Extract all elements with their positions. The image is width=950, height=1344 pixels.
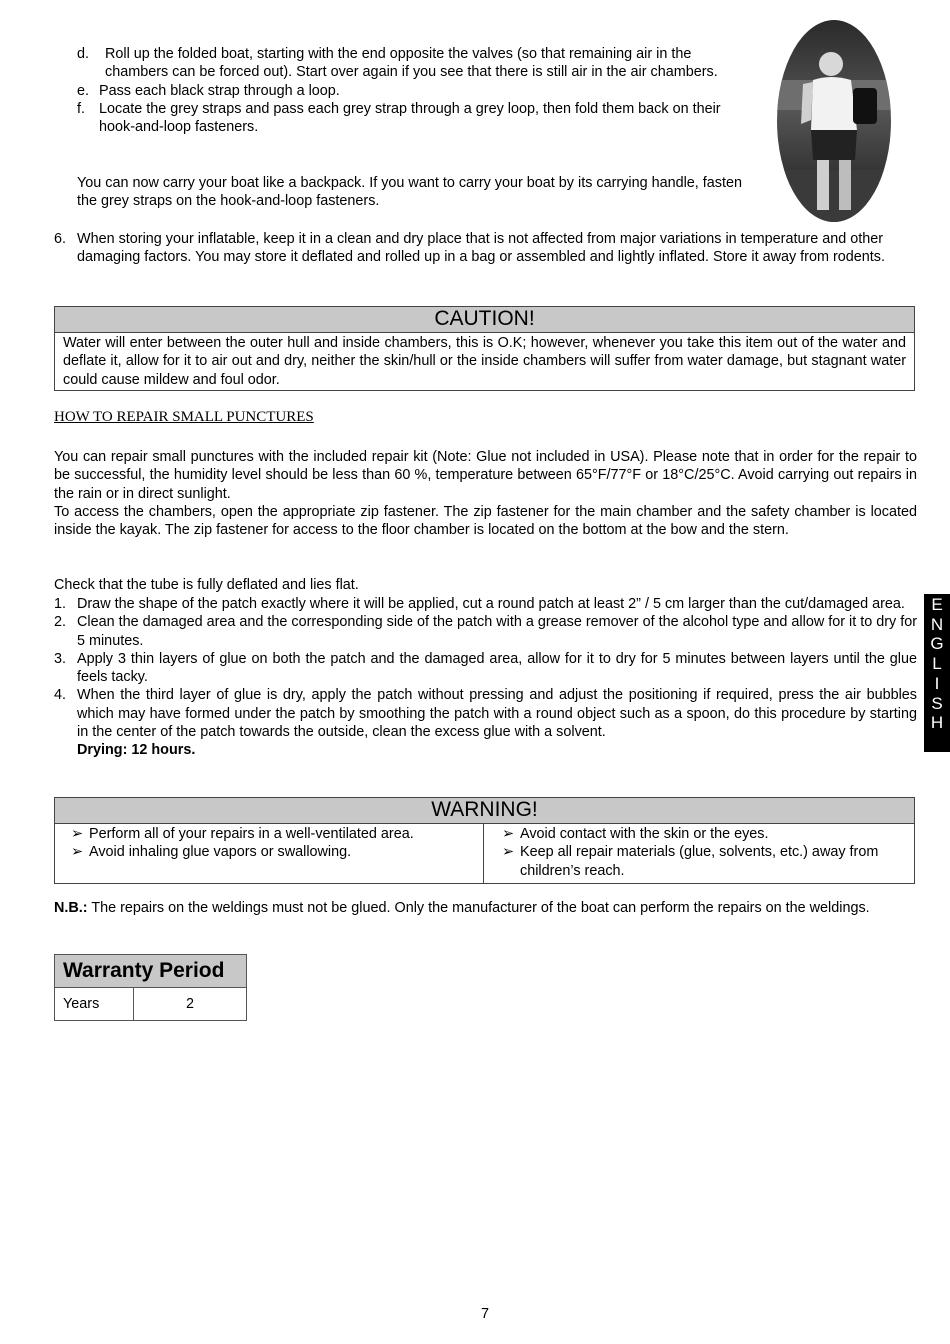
warranty-table — [54, 954, 247, 1021]
arrow-bullet-icon: ➢ — [502, 826, 515, 842]
list-item-text: When storing your inflatable, keep it in a clean and dry place that is not affected from major variations in temperature and other damaging factors. You may store it deflated and rolled up in a bag or assembled and lightly inflated. Store it away from rodents. — [77, 231, 885, 266]
list-item — [77, 45, 747, 82]
list-item — [77, 100, 747, 137]
language-letter: N — [930, 614, 944, 634]
list-item-text: Roll up the folded boat, starting with the end opposite the valves (so that remaining air in the chambers can be forced out). Start over again if you see that there is still air in the air chambers. — [105, 46, 718, 81]
list-item-text: Draw the shape of the patch exactly where it will be applied, cut a round patch at least 2” / 5 cm larger than the cut/damaged area. — [77, 596, 905, 612]
warranty-label: Years — [55, 988, 134, 1020]
repair-intro: You can repair small punctures with the included repair kit (Note: Glue not included in USA). Please note that in order for the repair to be successful, the humidity level should be less than 60 %, temperature between 65°F/77°F or 18°C/25°C. Avoid carrying out repairs in the rain or in direct sunlight. — [54, 449, 917, 502]
list-marker: 1. — [54, 596, 67, 612]
caution-text: Water will enter between the outer hull and inside chambers, this is O.K; however, whenever you take this item out of the water and deflate it, allow for it to air out and dry, neither the skin/hull or the inside chambers will suffer from water damage, but stagnant water could cause mildew and foul odor. — [63, 335, 906, 388]
table-row — [55, 988, 246, 1020]
nb-text: The repairs on the weldings must not be glued. Only the manufacturer of the boat can perform the repairs on the weldings. — [91, 900, 870, 916]
warning-item-text: Perform all of your repairs in a well-ventilated area. — [89, 826, 414, 842]
warning-right-column — [483, 824, 914, 883]
language-letter: L — [932, 654, 942, 674]
list-marker: f. — [77, 100, 85, 117]
carrying-backpack-photo — [777, 20, 891, 222]
list-item-text: Clean the damaged area and the corresponding side of the patch with a grease remover of the alcohol type and allow for it to dry for 5 minutes. — [77, 614, 917, 649]
warning-item-text: Avoid contact with the skin or the eyes. — [520, 826, 769, 842]
arrow-bullet-icon: ➢ — [502, 844, 515, 861]
caution-title: CAUTION! — [55, 307, 914, 333]
language-letter: E — [931, 595, 943, 614]
list-item — [77, 82, 747, 100]
warning-item — [69, 843, 475, 861]
warning-item-text: Keep all repair materials (glue, solvents, etc.) away from children’s reach. — [520, 844, 879, 879]
warning-item — [69, 825, 475, 843]
repair-heading: HOW TO REPAIR SMALL PUNCTURES — [54, 409, 314, 425]
list-item-text: Pass each black strap through a loop. — [99, 82, 340, 99]
list-marker: 3. — [54, 650, 67, 667]
warning-title: WARNING! — [55, 798, 914, 824]
list-marker: 4. — [54, 687, 67, 704]
nb-note — [54, 899, 917, 917]
warranty-value: 2 — [185, 996, 194, 1012]
arrow-bullet-icon: ➢ — [71, 844, 84, 861]
caution-box — [54, 306, 915, 391]
list-marker: 6. — [54, 231, 67, 247]
warning-item — [500, 843, 906, 880]
list-item-text: When the third layer of glue is dry, apply the patch without pressing and adjust the positioning if required, press the air bubbles which may have formed under the patch by smoothing the patch with a round object such as a spoon, do this procedure by starting in the center of the patch towards the outside, clean the excess glue with a solvent. — [77, 687, 917, 741]
list-item — [54, 650, 917, 687]
list-item — [54, 595, 917, 613]
warning-left-column — [55, 824, 483, 883]
nb-label: N.B.: — [54, 900, 88, 916]
carry-note: You can now carry your boat like a backpack. If you want to carry your boat by its carrying handle, fasten the grey straps on the hook-and-loop fasteners. — [77, 175, 742, 210]
list-marker: d. — [77, 46, 90, 62]
arrow-bullet-icon: ➢ — [71, 826, 84, 842]
list-marker: e. — [77, 82, 90, 99]
zip-info: To access the chambers, open the appropriate zip fastener. The zip fastener for the main chamber and the safety chamber is located inside the kayak. The zip fastener for access to the floor chamber is located on the bottom at the bow and the stern. — [54, 504, 917, 539]
warning-item-text: Avoid inhaling glue vapors or swallowing. — [89, 844, 352, 861]
list-marker: 2. — [54, 614, 67, 631]
list-item — [54, 613, 917, 650]
warranty-title: Warranty Period — [55, 955, 246, 988]
check-line: Check that the tube is fully deflated and lies flat. — [54, 577, 359, 593]
language-letter: G — [930, 634, 944, 654]
repair-steps-list — [54, 595, 917, 760]
language-letter: I — [934, 673, 940, 693]
folding-steps-list — [77, 45, 747, 136]
language-tab-english — [924, 594, 950, 752]
list-item — [54, 686, 917, 741]
language-letter: S — [931, 693, 943, 713]
list-item-text: Apply 3 thin layers of glue on both the patch and the damaged area, allow for it to dry for 5 minutes between layers until the glue feels tacky. — [77, 650, 917, 686]
warning-item — [500, 825, 906, 843]
list-item-text: Locate the grey straps and pass each grey strap through a grey loop, then fold them back on their hook-and-loop fasteners. — [99, 100, 721, 136]
page-number: 7 — [480, 1306, 489, 1322]
list-item — [54, 230, 917, 267]
language-letter: H — [930, 713, 944, 733]
storage-step — [54, 230, 917, 267]
drying-time: Drying: 12 hours. — [77, 742, 196, 759]
warning-box — [54, 797, 915, 884]
